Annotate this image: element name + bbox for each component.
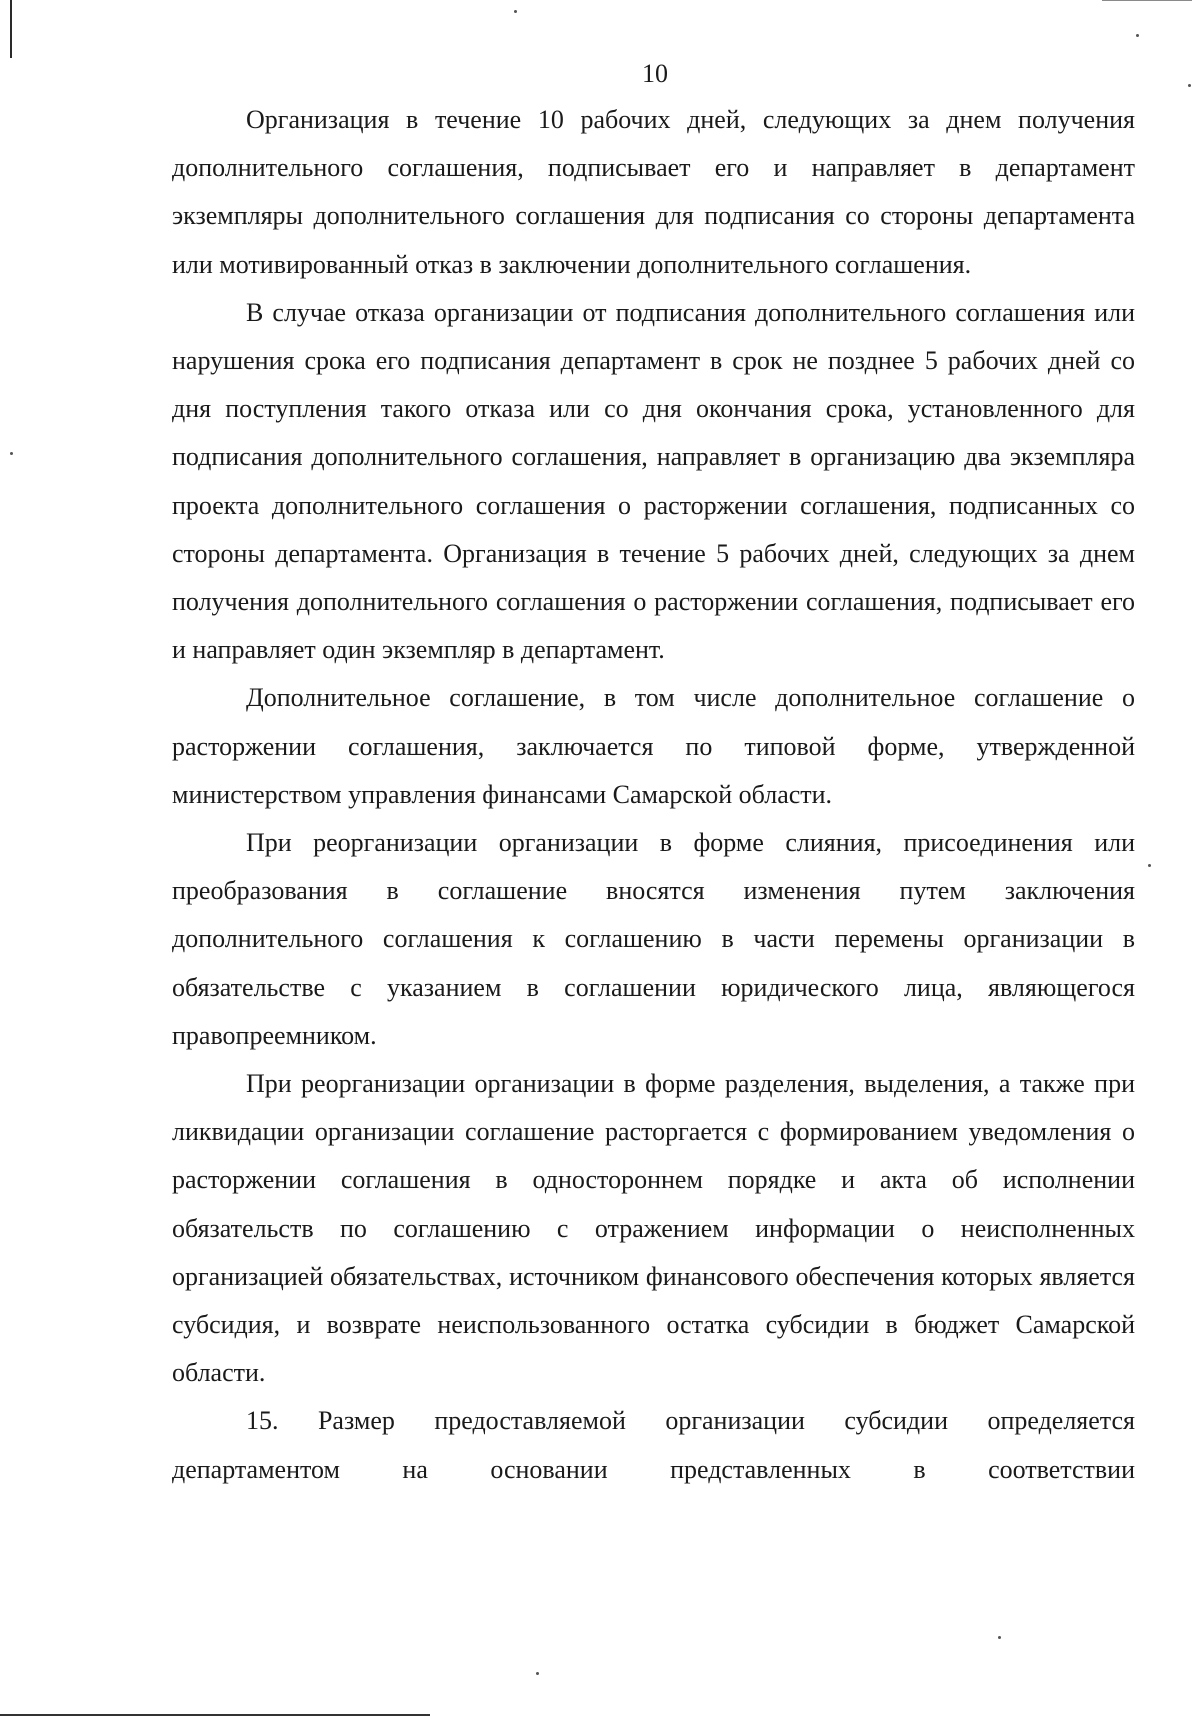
paragraph-standard-form: Дополнительное соглашение, в том числе дополнительное соглашение о расторжении соглашения, заключается по типовой форме, утвержденной министерством управления финансами Самарской области.: [172, 683, 1135, 809]
scan-speck: [536, 1672, 539, 1675]
scan-edge-top-right: [1102, 0, 1192, 1]
paragraph-clause-15: 15. Размер предоставляемой организации субсидии определяется департаментом на основании представленных в соответствии: [172, 1406, 1135, 1484]
scan-speck: [10, 452, 13, 455]
page-number: 10: [642, 59, 668, 88]
scan-speck: [1148, 864, 1151, 867]
paragraph-reorganization-merger: При реорганизации организации в форме слияния, присоединения или преобразования в соглашение вносятся изменения путем заключения дополнительного соглашения к соглашению в части перемены организации в обязательстве с указанием в соглашении юридического лица, являющегося правопреемником.: [172, 828, 1135, 1050]
scan-edge-left: [10, 0, 12, 58]
scan-edge-bottom: [0, 1714, 430, 1716]
scan-speck: [514, 10, 517, 13]
document-body: [172, 96, 1135, 1494]
paragraph-reorganization-division: При реорганизации организации в форме разделения, выделения, а также при ликвидации организации соглашение расторгается с формированием уведомления о расторжении соглашения в одностороннем порядке и акта об исполнении обязательств по соглашению с отражением информации о неисполненных организацией обязательствах, источником финансового обеспечения которых является субсидия, и возврате неиспользованного остатка субсидии в бюджет Самарской области.: [172, 1069, 1135, 1388]
scan-speck: [1136, 34, 1139, 37]
paragraph-signing-deadline: Организация в течение 10 рабочих дней, следующих за днем получения дополнительного соглашения, подписывает его и направляет в департамент экземпляры дополнительного соглашения для подписания со стороны департамента или мотивированный отказ в заключении дополнительного соглашения.: [172, 105, 1135, 279]
scan-speck: [998, 1636, 1001, 1639]
paragraph-refusal-termination: В случае отказа организации от подписания дополнительного соглашения или нарушения срока его подписания департамент в срок не позднее 5 рабочих дней со дня поступления такого отказа или со дня окончания срока, установленного для подписания дополнительного соглашения, направляет в организацию два экземпляра проекта дополнительного соглашения о расторжении соглашения, подписанных со стороны департамента. Организация в течение 5 рабочих дней, следующих за днем получения дополнительного соглашения о расторжении соглашения, подписывает его и направляет один экземпляр в департамент.: [172, 297, 1135, 665]
